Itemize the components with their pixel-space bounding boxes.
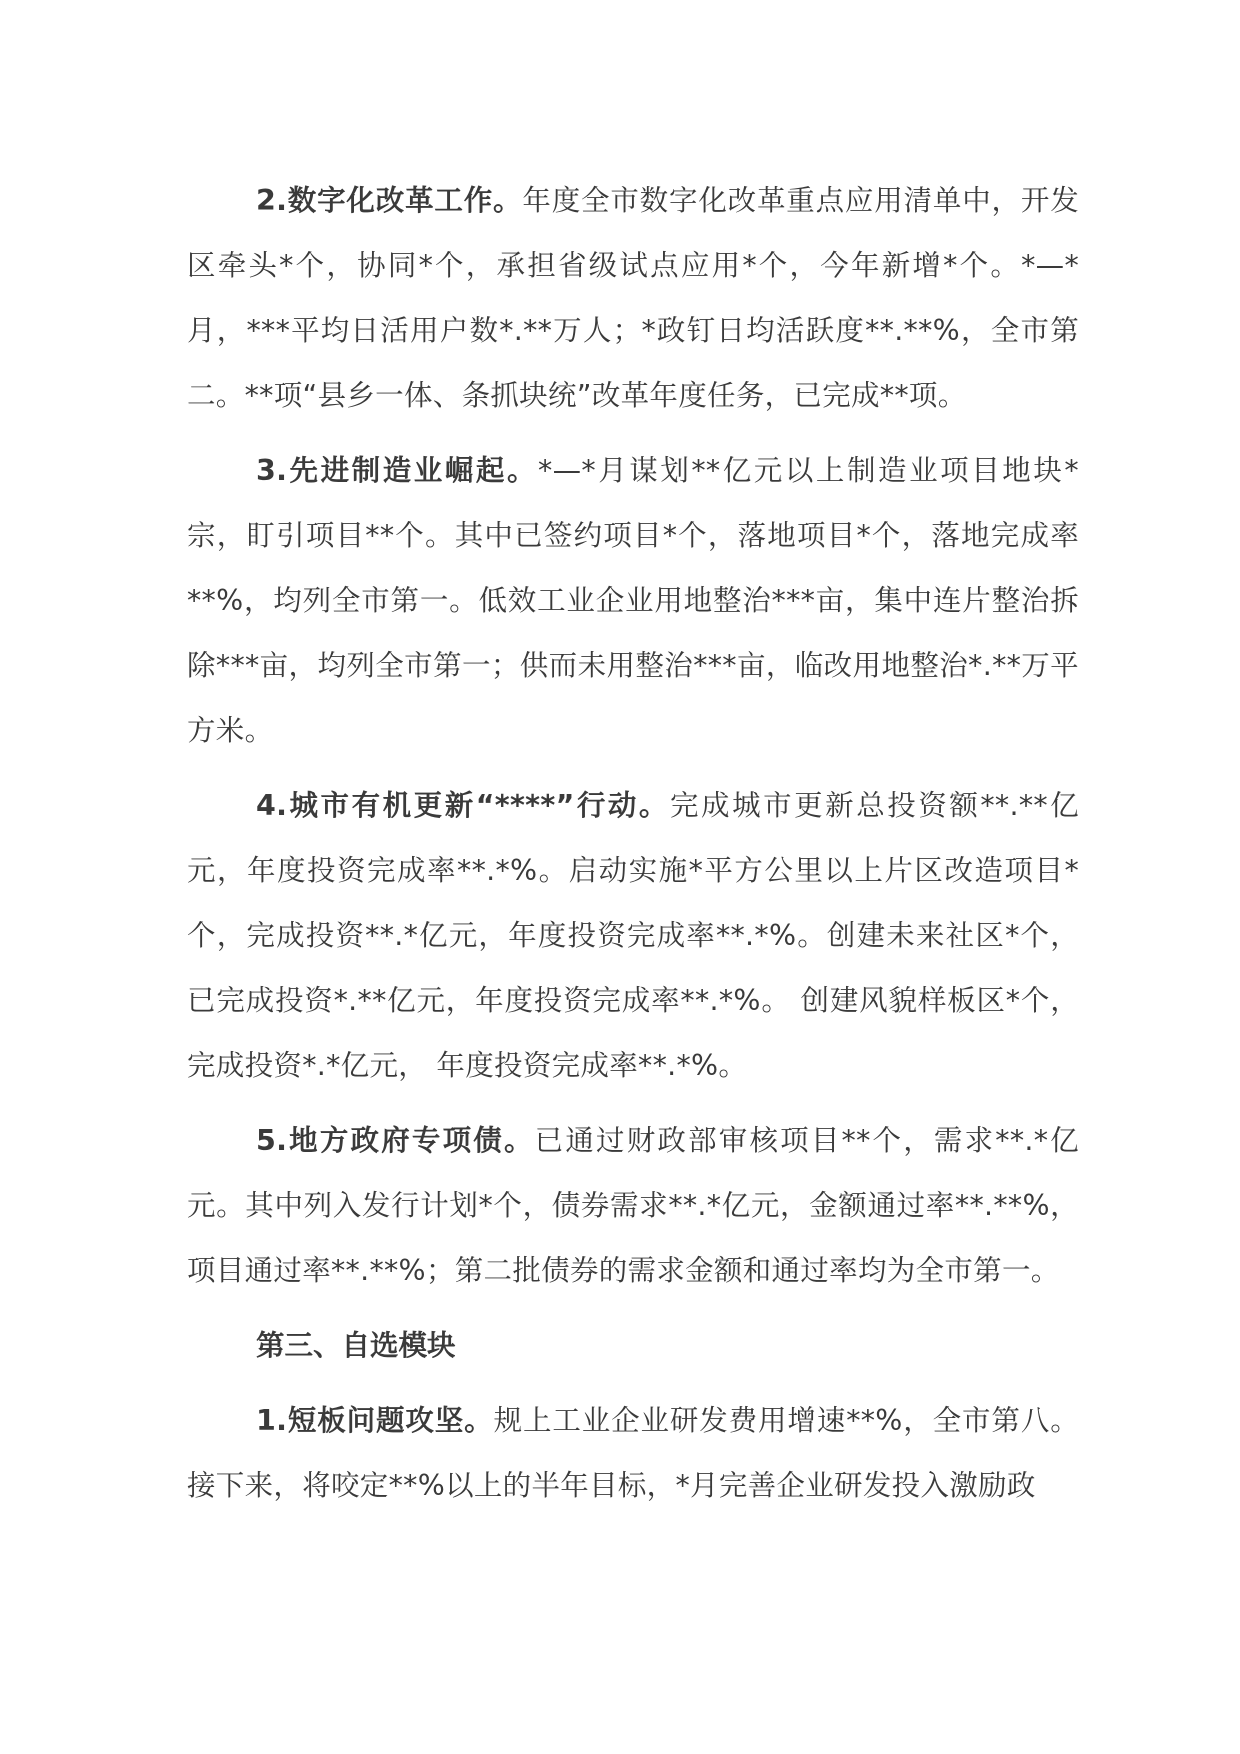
paragraph-lead: 3.先进制造业崛起。	[256, 454, 539, 487]
paragraph-special-bonds	[187, 1108, 1079, 1303]
document-page	[187, 168, 1079, 1528]
paragraph-body: 已通过财政部审核项目**个，需求**.*亿元。其中列入发行计划*个，债券需求**.*亿元，金额通过率**.**%，项目通过率**.**%；第二批债券的需求金额和通过率均为全市第一。	[187, 1124, 1079, 1287]
paragraph-lead: 4.城市有机更新“****”行动。	[256, 789, 670, 822]
paragraph-urban-renewal	[187, 773, 1079, 1098]
paragraph-lead: 1.短板问题攻坚。	[256, 1404, 494, 1437]
paragraph-shortboard	[187, 1388, 1079, 1518]
paragraph-lead: 2.数字化改革工作。	[256, 184, 523, 217]
paragraph-body: *—*月谋划**亿元以上制造业项目地块*宗，盯引项目**个。其中已签约项目*个，落地项目*个，落地完成率**%，均列全市第一。低效工业企业用地整治***亩，集中连片整治拆除***亩，均列全市第一；供而未用整治***亩，临改用地整治*.**万平方米。	[187, 454, 1079, 747]
paragraph-body: 规上工业企业研发费用增速**%，全市第八。接下来，将咬定**%以上的半年目标，*月完善企业研发投入激励政	[187, 1404, 1080, 1502]
paragraph-lead: 5.地方政府专项债。	[256, 1124, 535, 1157]
section-heading: 第三、自选模块	[256, 1329, 456, 1362]
paragraph-body: 年度全市数字化改革重点应用清单中，开发区牵头*个，协同*个，承担省级试点应用*个，今年新增*个。*—*月，***平均日活用户数*.**万人；*政钉日均活跃度**.**%，全市第二。**项“县乡一体、条抓块统”改革年度任务，已完成**项。	[187, 184, 1079, 412]
paragraph-digital-reform	[187, 168, 1079, 428]
paragraph-body: 完成城市更新总投资额**.**亿元，年度投资完成率**.*%。启动实施*平方公里以上片区改造项目*个，完成投资**.*亿元，年度投资完成率**.*%。创建未来社区*个，已完成投资*.**亿元，年度投资完成率**.*%。 创建风貌样板区*个， 完成投资*.*亿元， 年度投资完成率**.*%。	[187, 789, 1079, 1082]
paragraph-advanced-manufacturing	[187, 438, 1079, 763]
